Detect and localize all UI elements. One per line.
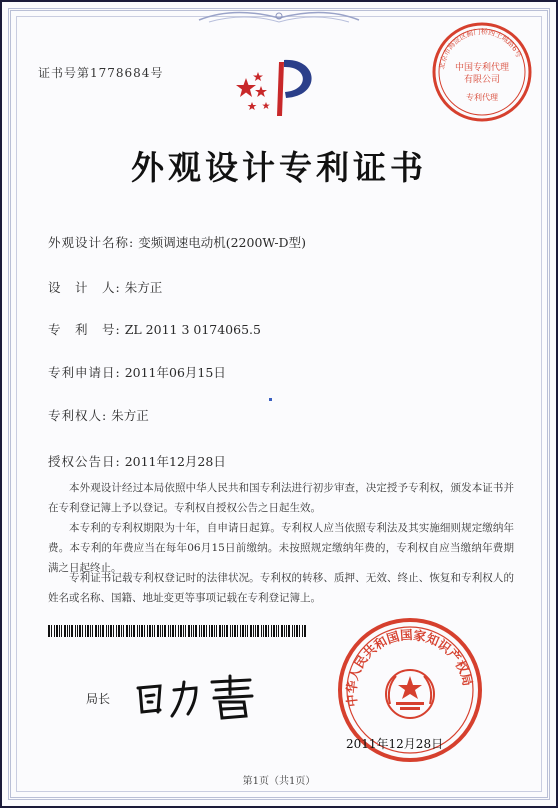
svg-text:专利代理: 专利代理 <box>466 93 498 102</box>
field-value: ZL 2011 3 0174065.5 <box>124 322 261 337</box>
paragraph-legal-status: 专利证书记载专利权登记时的法律状况。专利权的转移、质押、无效、终止、恢复和专利权人的姓名或名称、国籍、地址变更等事项记载在专利登记簿上。 <box>48 572 514 604</box>
certificate-number: 证书号第1778684号 <box>38 66 164 80</box>
director-signature <box>130 672 280 722</box>
field-label: 外观设计名称: <box>48 235 135 250</box>
seal-date: 2011年12月28日 <box>346 737 444 751</box>
field-value: 变频调速电动机(2200W-D型) <box>138 235 306 250</box>
barcode <box>48 625 306 637</box>
field-value: 朱方正 <box>111 408 149 423</box>
director-label: 局长 <box>86 692 111 706</box>
blue-dot <box>269 398 272 401</box>
svg-text:有限公司: 有限公司 <box>463 75 501 85</box>
field-grant-date <box>48 452 226 470</box>
certificate-title: 外观设计专利证书 <box>131 148 427 187</box>
agency-seal <box>430 20 534 124</box>
field-application-date <box>48 363 226 381</box>
svg-text:北京市海淀区蓟门桥西土城路6号: 北京市海淀区蓟门桥西土城路6号 <box>437 27 523 70</box>
field-label: 授权公告日: <box>48 454 121 469</box>
paragraph-term: 本专利的专利权期限为十年，自申请日起算。专利权人应当依照专利法及其实施细则规定缴纳年费。本专利的年费应当在每年06月15日前缴纳。未按照规定缴纳年费的，专利权自应当缴纳年费期满之日起终止。 <box>48 522 514 574</box>
field-designer <box>48 278 162 296</box>
field-patentee <box>48 406 149 424</box>
paragraph-grant: 本外观设计经过本局依照中华人民共和国专利法进行初步审查，决定授予专利权，颁发本证书并在专利登记簿上予以登记。专利权自授权公告之日起生效。 <box>48 482 514 514</box>
page-number: 第1页（共1页） <box>242 776 316 787</box>
field-value: 2011年12月28日 <box>124 454 226 469</box>
top-ornament <box>189 6 369 26</box>
svg-text:中国专利代理: 中国专利代理 <box>454 63 510 73</box>
sipo-logo <box>224 54 324 124</box>
field-value: 2011年06月15日 <box>124 365 226 380</box>
field-design-name <box>48 233 306 251</box>
field-label: 专利申请日: <box>48 365 121 380</box>
seal-text: 中华人民共和国国家知识产权局 <box>343 627 476 708</box>
field-label: 设 计 人: <box>48 280 121 295</box>
field-patent-number <box>48 320 261 338</box>
field-label: 专利权人: <box>48 408 108 423</box>
field-label: 专 利 号: <box>48 322 121 337</box>
field-value: 朱方正 <box>124 280 163 295</box>
